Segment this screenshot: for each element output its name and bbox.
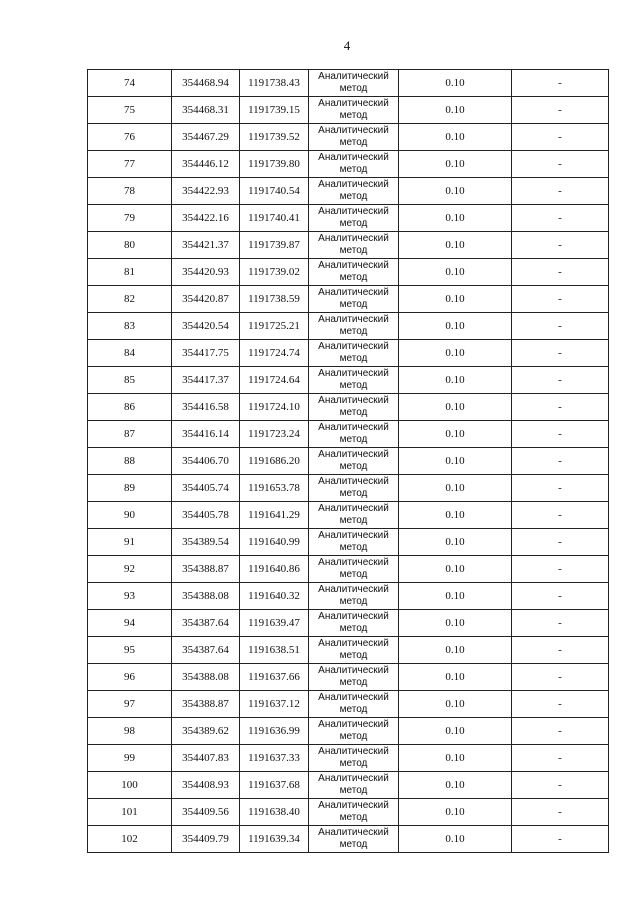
method-line-1: Аналитический <box>318 341 389 352</box>
method-line-2: метод <box>339 434 368 445</box>
table-row <box>88 556 609 583</box>
method-line-1: Аналитический <box>318 71 389 82</box>
accuracy-value: 0.10 <box>399 178 512 205</box>
point-number: 89 <box>88 475 172 502</box>
table-row <box>88 583 609 610</box>
method-cell <box>309 718 399 745</box>
method-line-2: метод <box>339 461 368 472</box>
point-number: 82 <box>88 286 172 313</box>
y-coordinate: 1191723.24 <box>240 421 309 448</box>
method-line-1: Аналитический <box>318 125 389 136</box>
method-cell <box>309 772 399 799</box>
point-number: 92 <box>88 556 172 583</box>
point-number: 74 <box>88 70 172 97</box>
method-line-1: Аналитический <box>318 530 389 541</box>
description-value: - <box>512 205 609 232</box>
x-coordinate: 354387.64 <box>172 610 240 637</box>
x-coordinate: 354405.74 <box>172 475 240 502</box>
description-value: - <box>512 232 609 259</box>
description-value: - <box>512 502 609 529</box>
point-number: 78 <box>88 178 172 205</box>
method-line-1: Аналитический <box>318 800 389 811</box>
method-line-1: Аналитический <box>318 557 389 568</box>
description-value: - <box>512 664 609 691</box>
point-number: 83 <box>88 313 172 340</box>
description-value: - <box>512 448 609 475</box>
table-row <box>88 313 609 340</box>
method-cell <box>309 691 399 718</box>
table-row <box>88 799 609 826</box>
table-row <box>88 367 609 394</box>
description-value: - <box>512 610 609 637</box>
method-cell <box>309 421 399 448</box>
point-number: 87 <box>88 421 172 448</box>
point-number: 91 <box>88 529 172 556</box>
accuracy-value: 0.10 <box>399 718 512 745</box>
description-value: - <box>512 124 609 151</box>
table-row <box>88 637 609 664</box>
point-number: 93 <box>88 583 172 610</box>
x-coordinate: 354389.54 <box>172 529 240 556</box>
y-coordinate: 1191637.68 <box>240 772 309 799</box>
table-row <box>88 718 609 745</box>
accuracy-value: 0.10 <box>399 529 512 556</box>
method-cell <box>309 205 399 232</box>
x-coordinate: 354417.75 <box>172 340 240 367</box>
point-number: 99 <box>88 745 172 772</box>
method-cell <box>309 151 399 178</box>
accuracy-value: 0.10 <box>399 421 512 448</box>
description-value: - <box>512 637 609 664</box>
method-line-2: метод <box>339 542 368 553</box>
y-coordinate: 1191639.34 <box>240 826 309 853</box>
table-row <box>88 745 609 772</box>
method-line-1: Аналитический <box>318 665 389 676</box>
x-coordinate: 354446.12 <box>172 151 240 178</box>
method-line-2: метод <box>339 677 368 688</box>
description-value: - <box>512 313 609 340</box>
table-row <box>88 610 609 637</box>
point-number: 76 <box>88 124 172 151</box>
y-coordinate: 1191739.80 <box>240 151 309 178</box>
description-value: - <box>512 772 609 799</box>
method-line-2: метод <box>339 110 368 121</box>
accuracy-value: 0.10 <box>399 70 512 97</box>
accuracy-value: 0.10 <box>399 556 512 583</box>
table-row <box>88 259 609 286</box>
method-line-1: Аналитический <box>318 422 389 433</box>
y-coordinate: 1191739.52 <box>240 124 309 151</box>
y-coordinate: 1191740.41 <box>240 205 309 232</box>
y-coordinate: 1191740.54 <box>240 178 309 205</box>
y-coordinate: 1191725.21 <box>240 313 309 340</box>
method-line-2: метод <box>339 596 368 607</box>
x-coordinate: 354409.79 <box>172 826 240 853</box>
description-value: - <box>512 799 609 826</box>
point-number: 90 <box>88 502 172 529</box>
point-number: 77 <box>88 151 172 178</box>
method-cell <box>309 313 399 340</box>
table-row <box>88 448 609 475</box>
accuracy-value: 0.10 <box>399 502 512 529</box>
y-coordinate: 1191738.43 <box>240 70 309 97</box>
description-value: - <box>512 529 609 556</box>
method-cell <box>309 367 399 394</box>
method-cell <box>309 583 399 610</box>
method-cell <box>309 178 399 205</box>
method-line-1: Аналитический <box>318 314 389 325</box>
method-line-1: Аналитический <box>318 368 389 379</box>
method-line-2: метод <box>339 299 368 310</box>
description-value: - <box>512 826 609 853</box>
x-coordinate: 354468.94 <box>172 70 240 97</box>
method-line-1: Аналитический <box>318 773 389 784</box>
point-number: 94 <box>88 610 172 637</box>
method-cell <box>309 232 399 259</box>
point-number: 80 <box>88 232 172 259</box>
y-coordinate: 1191640.32 <box>240 583 309 610</box>
description-value: - <box>512 421 609 448</box>
accuracy-value: 0.10 <box>399 286 512 313</box>
method-line-2: метод <box>339 380 368 391</box>
description-value: - <box>512 367 609 394</box>
point-number: 102 <box>88 826 172 853</box>
method-line-2: метод <box>339 326 368 337</box>
method-cell <box>309 556 399 583</box>
x-coordinate: 354467.29 <box>172 124 240 151</box>
table-row <box>88 340 609 367</box>
point-number: 85 <box>88 367 172 394</box>
table-row <box>88 691 609 718</box>
x-coordinate: 354422.93 <box>172 178 240 205</box>
y-coordinate: 1191739.02 <box>240 259 309 286</box>
method-line-2: метод <box>339 218 368 229</box>
method-line-2: метод <box>339 137 368 148</box>
method-line-1: Аналитический <box>318 233 389 244</box>
table-row <box>88 286 609 313</box>
table-row <box>88 124 609 151</box>
x-coordinate: 354468.31 <box>172 97 240 124</box>
accuracy-value: 0.10 <box>399 340 512 367</box>
table-row <box>88 205 609 232</box>
coordinates-table <box>87 69 609 853</box>
point-number: 79 <box>88 205 172 232</box>
method-cell <box>309 826 399 853</box>
method-cell <box>309 502 399 529</box>
accuracy-value: 0.10 <box>399 259 512 286</box>
method-line-2: метод <box>339 245 368 256</box>
description-value: - <box>512 394 609 421</box>
method-line-1: Аналитический <box>318 98 389 109</box>
method-cell <box>309 637 399 664</box>
method-cell <box>309 340 399 367</box>
point-number: 88 <box>88 448 172 475</box>
method-line-1: Аналитический <box>318 476 389 487</box>
y-coordinate: 1191639.47 <box>240 610 309 637</box>
method-line-1: Аналитический <box>318 719 389 730</box>
method-cell <box>309 529 399 556</box>
method-line-1: Аналитический <box>318 287 389 298</box>
table-row <box>88 826 609 853</box>
y-coordinate: 1191638.51 <box>240 637 309 664</box>
accuracy-value: 0.10 <box>399 475 512 502</box>
table-row <box>88 151 609 178</box>
method-cell <box>309 286 399 313</box>
y-coordinate: 1191724.74 <box>240 340 309 367</box>
y-coordinate: 1191640.99 <box>240 529 309 556</box>
x-coordinate: 354420.93 <box>172 259 240 286</box>
x-coordinate: 354417.37 <box>172 367 240 394</box>
table-row <box>88 502 609 529</box>
accuracy-value: 0.10 <box>399 232 512 259</box>
accuracy-value: 0.10 <box>399 826 512 853</box>
point-number: 101 <box>88 799 172 826</box>
method-cell <box>309 259 399 286</box>
x-coordinate: 354409.56 <box>172 799 240 826</box>
accuracy-value: 0.10 <box>399 637 512 664</box>
method-cell <box>309 448 399 475</box>
point-number: 100 <box>88 772 172 799</box>
x-coordinate: 354388.08 <box>172 664 240 691</box>
accuracy-value: 0.10 <box>399 97 512 124</box>
method-line-2: метод <box>339 839 368 850</box>
description-value: - <box>512 286 609 313</box>
y-coordinate: 1191653.78 <box>240 475 309 502</box>
method-line-1: Аналитический <box>318 638 389 649</box>
table-row <box>88 70 609 97</box>
method-line-1: Аналитический <box>318 179 389 190</box>
method-line-2: метод <box>339 515 368 526</box>
accuracy-value: 0.10 <box>399 394 512 421</box>
y-coordinate: 1191638.40 <box>240 799 309 826</box>
table-row <box>88 475 609 502</box>
method-line-2: метод <box>339 407 368 418</box>
x-coordinate: 354389.62 <box>172 718 240 745</box>
description-value: - <box>512 691 609 718</box>
y-coordinate: 1191686.20 <box>240 448 309 475</box>
method-line-1: Аналитический <box>318 584 389 595</box>
x-coordinate: 354407.83 <box>172 745 240 772</box>
method-line-1: Аналитический <box>318 692 389 703</box>
point-number: 84 <box>88 340 172 367</box>
method-cell <box>309 70 399 97</box>
table-row <box>88 772 609 799</box>
y-coordinate: 1191636.99 <box>240 718 309 745</box>
method-line-2: метод <box>339 704 368 715</box>
method-cell <box>309 664 399 691</box>
description-value: - <box>512 556 609 583</box>
accuracy-value: 0.10 <box>399 151 512 178</box>
method-line-1: Аналитический <box>318 152 389 163</box>
x-coordinate: 354408.93 <box>172 772 240 799</box>
y-coordinate: 1191640.86 <box>240 556 309 583</box>
x-coordinate: 354420.87 <box>172 286 240 313</box>
method-line-1: Аналитический <box>318 449 389 460</box>
accuracy-value: 0.10 <box>399 448 512 475</box>
table-row <box>88 97 609 124</box>
y-coordinate: 1191637.12 <box>240 691 309 718</box>
method-line-1: Аналитический <box>318 611 389 622</box>
description-value: - <box>512 70 609 97</box>
method-cell <box>309 475 399 502</box>
y-coordinate: 1191641.29 <box>240 502 309 529</box>
y-coordinate: 1191738.59 <box>240 286 309 313</box>
x-coordinate: 354422.16 <box>172 205 240 232</box>
accuracy-value: 0.10 <box>399 691 512 718</box>
method-cell <box>309 394 399 421</box>
method-line-2: метод <box>339 569 368 580</box>
method-line-1: Аналитический <box>318 827 389 838</box>
accuracy-value: 0.10 <box>399 124 512 151</box>
description-value: - <box>512 718 609 745</box>
accuracy-value: 0.10 <box>399 772 512 799</box>
description-value: - <box>512 151 609 178</box>
description-value: - <box>512 583 609 610</box>
method-cell <box>309 799 399 826</box>
description-value: - <box>512 745 609 772</box>
table-row <box>88 178 609 205</box>
method-line-2: метод <box>339 731 368 742</box>
accuracy-value: 0.10 <box>399 205 512 232</box>
table-row <box>88 421 609 448</box>
method-line-2: метод <box>339 785 368 796</box>
point-number: 97 <box>88 691 172 718</box>
method-line-1: Аналитический <box>318 206 389 217</box>
method-line-2: метод <box>339 758 368 769</box>
description-value: - <box>512 97 609 124</box>
method-cell <box>309 97 399 124</box>
y-coordinate: 1191637.33 <box>240 745 309 772</box>
accuracy-value: 0.10 <box>399 583 512 610</box>
page-number: 4 <box>343 38 351 53</box>
accuracy-value: 0.10 <box>399 745 512 772</box>
accuracy-value: 0.10 <box>399 313 512 340</box>
method-line-2: метод <box>339 623 368 634</box>
method-line-2: метод <box>339 272 368 283</box>
accuracy-value: 0.10 <box>399 610 512 637</box>
description-value: - <box>512 475 609 502</box>
method-line-1: Аналитический <box>318 503 389 514</box>
method-line-2: метод <box>339 488 368 499</box>
x-coordinate: 354405.78 <box>172 502 240 529</box>
method-line-2: метод <box>339 83 368 94</box>
point-number: 98 <box>88 718 172 745</box>
x-coordinate: 354388.87 <box>172 556 240 583</box>
method-cell <box>309 610 399 637</box>
method-line-1: Аналитический <box>318 260 389 271</box>
x-coordinate: 354416.14 <box>172 421 240 448</box>
y-coordinate: 1191637.66 <box>240 664 309 691</box>
method-cell <box>309 124 399 151</box>
point-number: 75 <box>88 97 172 124</box>
table-row <box>88 394 609 421</box>
table-row <box>88 232 609 259</box>
method-line-2: метод <box>339 191 368 202</box>
x-coordinate: 354387.64 <box>172 637 240 664</box>
point-number: 95 <box>88 637 172 664</box>
table-body <box>88 70 609 853</box>
y-coordinate: 1191739.87 <box>240 232 309 259</box>
y-coordinate: 1191739.15 <box>240 97 309 124</box>
point-number: 96 <box>88 664 172 691</box>
x-coordinate: 354416.58 <box>172 394 240 421</box>
table-row <box>88 529 609 556</box>
method-line-1: Аналитический <box>318 395 389 406</box>
x-coordinate: 354406.70 <box>172 448 240 475</box>
accuracy-value: 0.10 <box>399 367 512 394</box>
method-line-2: метод <box>339 353 368 364</box>
x-coordinate: 354421.37 <box>172 232 240 259</box>
description-value: - <box>512 259 609 286</box>
x-coordinate: 354420.54 <box>172 313 240 340</box>
description-value: - <box>512 340 609 367</box>
point-number: 86 <box>88 394 172 421</box>
description-value: - <box>512 178 609 205</box>
accuracy-value: 0.10 <box>399 664 512 691</box>
table-row <box>88 664 609 691</box>
method-line-2: метод <box>339 164 368 175</box>
x-coordinate: 354388.08 <box>172 583 240 610</box>
method-line-2: метод <box>339 812 368 823</box>
method-cell <box>309 745 399 772</box>
accuracy-value: 0.10 <box>399 799 512 826</box>
x-coordinate: 354388.87 <box>172 691 240 718</box>
method-line-2: метод <box>339 650 368 661</box>
y-coordinate: 1191724.64 <box>240 367 309 394</box>
y-coordinate: 1191724.10 <box>240 394 309 421</box>
point-number: 81 <box>88 259 172 286</box>
method-line-1: Аналитический <box>318 746 389 757</box>
